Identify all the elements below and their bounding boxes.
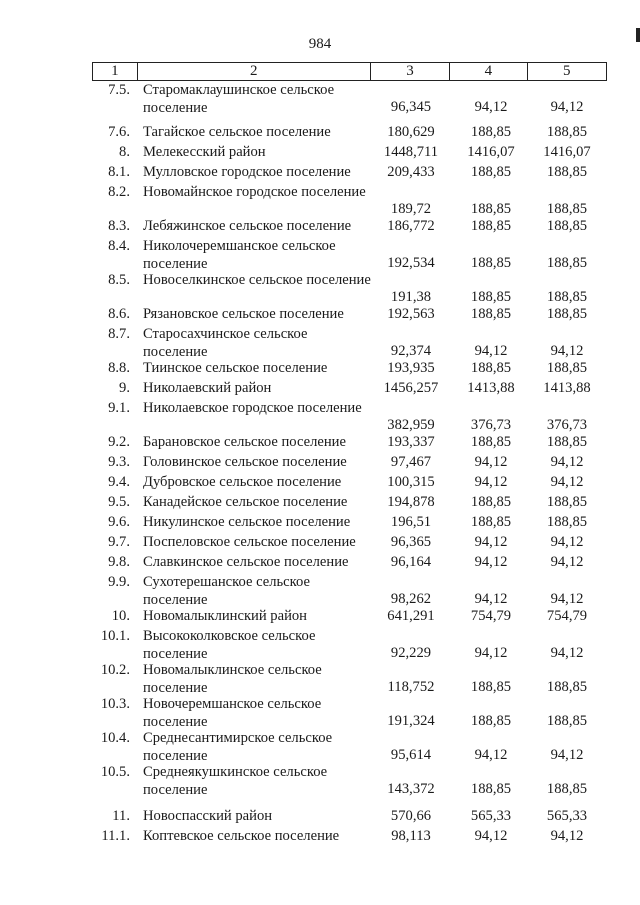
row-value-col3: 1456,257 — [383, 380, 439, 396]
row-number: 9.4. — [108, 474, 130, 490]
row-value-col5: 94,12 — [550, 828, 584, 844]
row-value-col4: 94,12 — [474, 591, 508, 607]
table-header — [92, 62, 607, 81]
row-value-col3: 100,315 — [387, 474, 435, 490]
row-value-col3: 95,614 — [390, 747, 432, 763]
row-name: Старосахчинское сельское поселение — [143, 326, 308, 360]
row-number: 9.3. — [108, 454, 130, 470]
row-name: Николочеремшанское сельское поселение — [143, 238, 336, 272]
row-value-col4: 188,85 — [470, 713, 512, 729]
row-value-col3: 641,291 — [387, 608, 435, 624]
row-number: 9.2. — [108, 434, 130, 450]
row-value-col3: 143,372 — [387, 781, 435, 797]
row-name: Барановское сельское поселение — [143, 434, 346, 450]
row-name: Среднеякушкинское сельское поселение — [143, 764, 328, 798]
row-number: 9. — [119, 380, 130, 396]
row-name: Головинское сельское поселение — [143, 454, 347, 470]
row-value-col5: 188,85 — [546, 255, 588, 271]
row-value-col3: 1448,711 — [383, 144, 439, 160]
row-value-col3: 194,878 — [387, 494, 435, 510]
row-value-col4: 188,85 — [470, 164, 512, 180]
row-value-col5: 94,12 — [550, 554, 584, 570]
row-value-col5: 188,85 — [546, 289, 588, 305]
row-name: Рязановское сельское поселение — [143, 306, 344, 322]
row-name: Канадейское сельское поселение — [143, 494, 348, 510]
row-number: 9.9. — [108, 574, 130, 590]
row-value-col4: 188,85 — [470, 360, 512, 376]
row-value-col5: 94,12 — [550, 454, 584, 470]
row-number: 8.2. — [108, 184, 130, 200]
row-value-col3: 196,51 — [390, 514, 432, 530]
row-value-col5: 188,85 — [546, 306, 588, 322]
row-number: 11.1. — [101, 828, 130, 844]
row-value-col3: 98,113 — [391, 828, 431, 844]
page-number: 984 — [308, 36, 332, 52]
row-value-col5: 188,85 — [546, 781, 588, 797]
row-value-col4: 94,12 — [474, 343, 508, 359]
row-value-col4: 754,79 — [470, 608, 512, 624]
row-name: Старомаклаушинское сельское поселение — [143, 82, 335, 116]
row-value-col4: 188,85 — [470, 289, 512, 305]
row-value-col5: 188,85 — [546, 713, 588, 729]
row-number: 7.6. — [108, 124, 130, 140]
row-value-col4: 94,12 — [474, 474, 508, 490]
row-number: 9.5. — [108, 494, 130, 510]
row-value-col3: 382,959 — [387, 417, 435, 433]
row-value-col4: 188,85 — [470, 514, 512, 530]
row-number: 8. — [119, 144, 130, 160]
row-name: Поспеловское сельское поселение — [143, 534, 356, 550]
row-value-col3: 180,629 — [387, 124, 435, 140]
row-value-col5: 94,12 — [550, 747, 584, 763]
row-value-col4: 376,73 — [470, 417, 512, 433]
header-col-3: 3 — [370, 63, 449, 81]
row-name: Коптевское сельское поселение — [143, 828, 340, 844]
header-col-5: 5 — [527, 63, 606, 81]
row-name: Николаевское городское поселение — [143, 400, 362, 416]
row-name: Новомалыклинское сельское поселение — [143, 662, 322, 696]
header-col-2: 2 — [137, 63, 370, 81]
row-value-col3: 96,164 — [390, 554, 432, 570]
row-value-col4: 188,85 — [470, 494, 512, 510]
row-number: 8.4. — [108, 238, 130, 254]
row-value-col4: 94,12 — [474, 828, 508, 844]
row-number: 9.6. — [108, 514, 130, 530]
row-value-col5: 188,85 — [546, 201, 588, 217]
row-value-col4: 565,33 — [470, 808, 512, 824]
row-value-col5: 94,12 — [550, 645, 584, 661]
row-value-col4: 188,85 — [470, 434, 512, 450]
row-value-col5: 376,73 — [546, 417, 588, 433]
row-value-col4: 188,85 — [470, 201, 512, 217]
row-value-col4: 1416,07 — [467, 144, 515, 160]
row-number: 8.1. — [108, 164, 130, 180]
row-value-col3: 118,752 — [387, 679, 435, 695]
row-value-col4: 94,12 — [474, 454, 508, 470]
row-number: 10.5. — [100, 764, 130, 780]
row-value-col5: 188,85 — [546, 360, 588, 376]
row-value-col3: 92,374 — [390, 343, 432, 359]
row-number: 9.1. — [108, 400, 130, 416]
row-value-col4: 188,85 — [470, 124, 512, 140]
row-value-col4: 188,85 — [470, 218, 512, 234]
row-value-col3: 191,38 — [390, 289, 432, 305]
row-name: Сухотерешанское сельское поселение — [143, 574, 310, 608]
row-value-col3: 192,563 — [387, 306, 435, 322]
row-value-col3: 98,262 — [390, 591, 432, 607]
row-name: Новочеремшанское сельское поселение — [143, 696, 322, 730]
header-col-1: 1 — [93, 63, 138, 81]
row-value-col5: 94,12 — [550, 343, 584, 359]
row-value-col3: 92,229 — [390, 645, 432, 661]
row-value-col5: 1413,88 — [543, 380, 591, 396]
row-name: Тагайское сельское поселение — [143, 124, 331, 140]
row-value-col4: 1413,88 — [467, 380, 515, 396]
row-value-col3: 97,467 — [390, 454, 432, 470]
row-value-col4: 188,85 — [470, 255, 512, 271]
row-value-col4: 188,85 — [470, 306, 512, 322]
row-value-col5: 94,12 — [550, 534, 584, 550]
row-number: 9.7. — [108, 534, 130, 550]
row-name: Дубровское сельское поселение — [143, 474, 342, 490]
row-name: Тиинское сельское поселение — [143, 360, 328, 376]
row-name: Лебяжинское сельское поселение — [143, 218, 352, 234]
row-value-col3: 96,365 — [390, 534, 432, 550]
row-value-col5: 188,85 — [546, 164, 588, 180]
row-value-col5: 754,79 — [546, 608, 588, 624]
row-name: Никулинское сельское поселение — [143, 514, 351, 530]
row-value-col5: 188,85 — [546, 514, 588, 530]
row-number: 8.7. — [108, 326, 130, 342]
row-value-col3: 189,72 — [390, 201, 432, 217]
row-number: 10.4. — [100, 730, 130, 746]
row-number: 10.1. — [100, 628, 130, 644]
row-number: 8.8. — [108, 360, 130, 376]
row-value-col4: 94,12 — [474, 747, 508, 763]
row-name: Новоселкинское сельское поселение — [143, 272, 371, 288]
row-number: 10.2. — [100, 662, 130, 678]
row-value-col3: 209,433 — [387, 164, 435, 180]
row-name: Славкинское сельское поселение — [143, 554, 349, 570]
row-value-col4: 94,12 — [474, 645, 508, 661]
row-value-col5: 565,33 — [546, 808, 588, 824]
row-name: Мулловское городское поселение — [143, 164, 351, 180]
row-value-col5: 94,12 — [550, 591, 584, 607]
row-value-col5: 188,85 — [546, 218, 588, 234]
row-value-col5: 94,12 — [550, 474, 584, 490]
row-name: Мелекесский район — [143, 144, 266, 160]
row-value-col5: 188,85 — [546, 434, 588, 450]
row-value-col4: 188,85 — [470, 679, 512, 695]
row-value-col5: 188,85 — [546, 679, 588, 695]
row-value-col3: 192,534 — [387, 255, 435, 271]
row-value-col3: 96,345 — [390, 99, 432, 115]
row-value-col3: 193,337 — [387, 434, 435, 450]
row-value-col3: 191,324 — [387, 713, 435, 729]
row-name: Новомалыклинский район — [143, 608, 307, 624]
row-value-col5: 1416,07 — [543, 144, 591, 160]
row-name: Высококолковское сельское поселение — [143, 628, 316, 662]
row-value-col4: 94,12 — [474, 534, 508, 550]
header-col-4: 4 — [450, 63, 527, 81]
row-value-col4: 94,12 — [474, 554, 508, 570]
row-number: 11. — [112, 808, 130, 824]
page-edge-mark — [636, 28, 640, 42]
row-value-col4: 94,12 — [474, 99, 508, 115]
row-value-col3: 193,935 — [387, 360, 435, 376]
row-number: 8.3. — [108, 218, 130, 234]
row-value-col3: 570,66 — [390, 808, 432, 824]
row-number: 7.5. — [108, 82, 130, 98]
row-number: 10.3. — [100, 696, 130, 712]
row-value-col3: 186,772 — [387, 218, 435, 234]
row-number: 10. — [111, 608, 130, 624]
row-value-col5: 188,85 — [546, 494, 588, 510]
row-value-col4: 188,85 — [470, 781, 512, 797]
row-number: 8.6. — [108, 306, 130, 322]
row-name: Николаевский район — [143, 380, 272, 396]
row-name: Новоспасский район — [143, 808, 273, 824]
row-number: 8.5. — [108, 272, 130, 288]
row-value-col5: 188,85 — [546, 124, 588, 140]
row-name: Среднесантимирское сельское поселение — [143, 730, 333, 764]
row-value-col5: 94,12 — [550, 99, 584, 115]
row-name: Новомайнское городское поселение — [143, 184, 366, 200]
row-number: 9.8. — [108, 554, 130, 570]
